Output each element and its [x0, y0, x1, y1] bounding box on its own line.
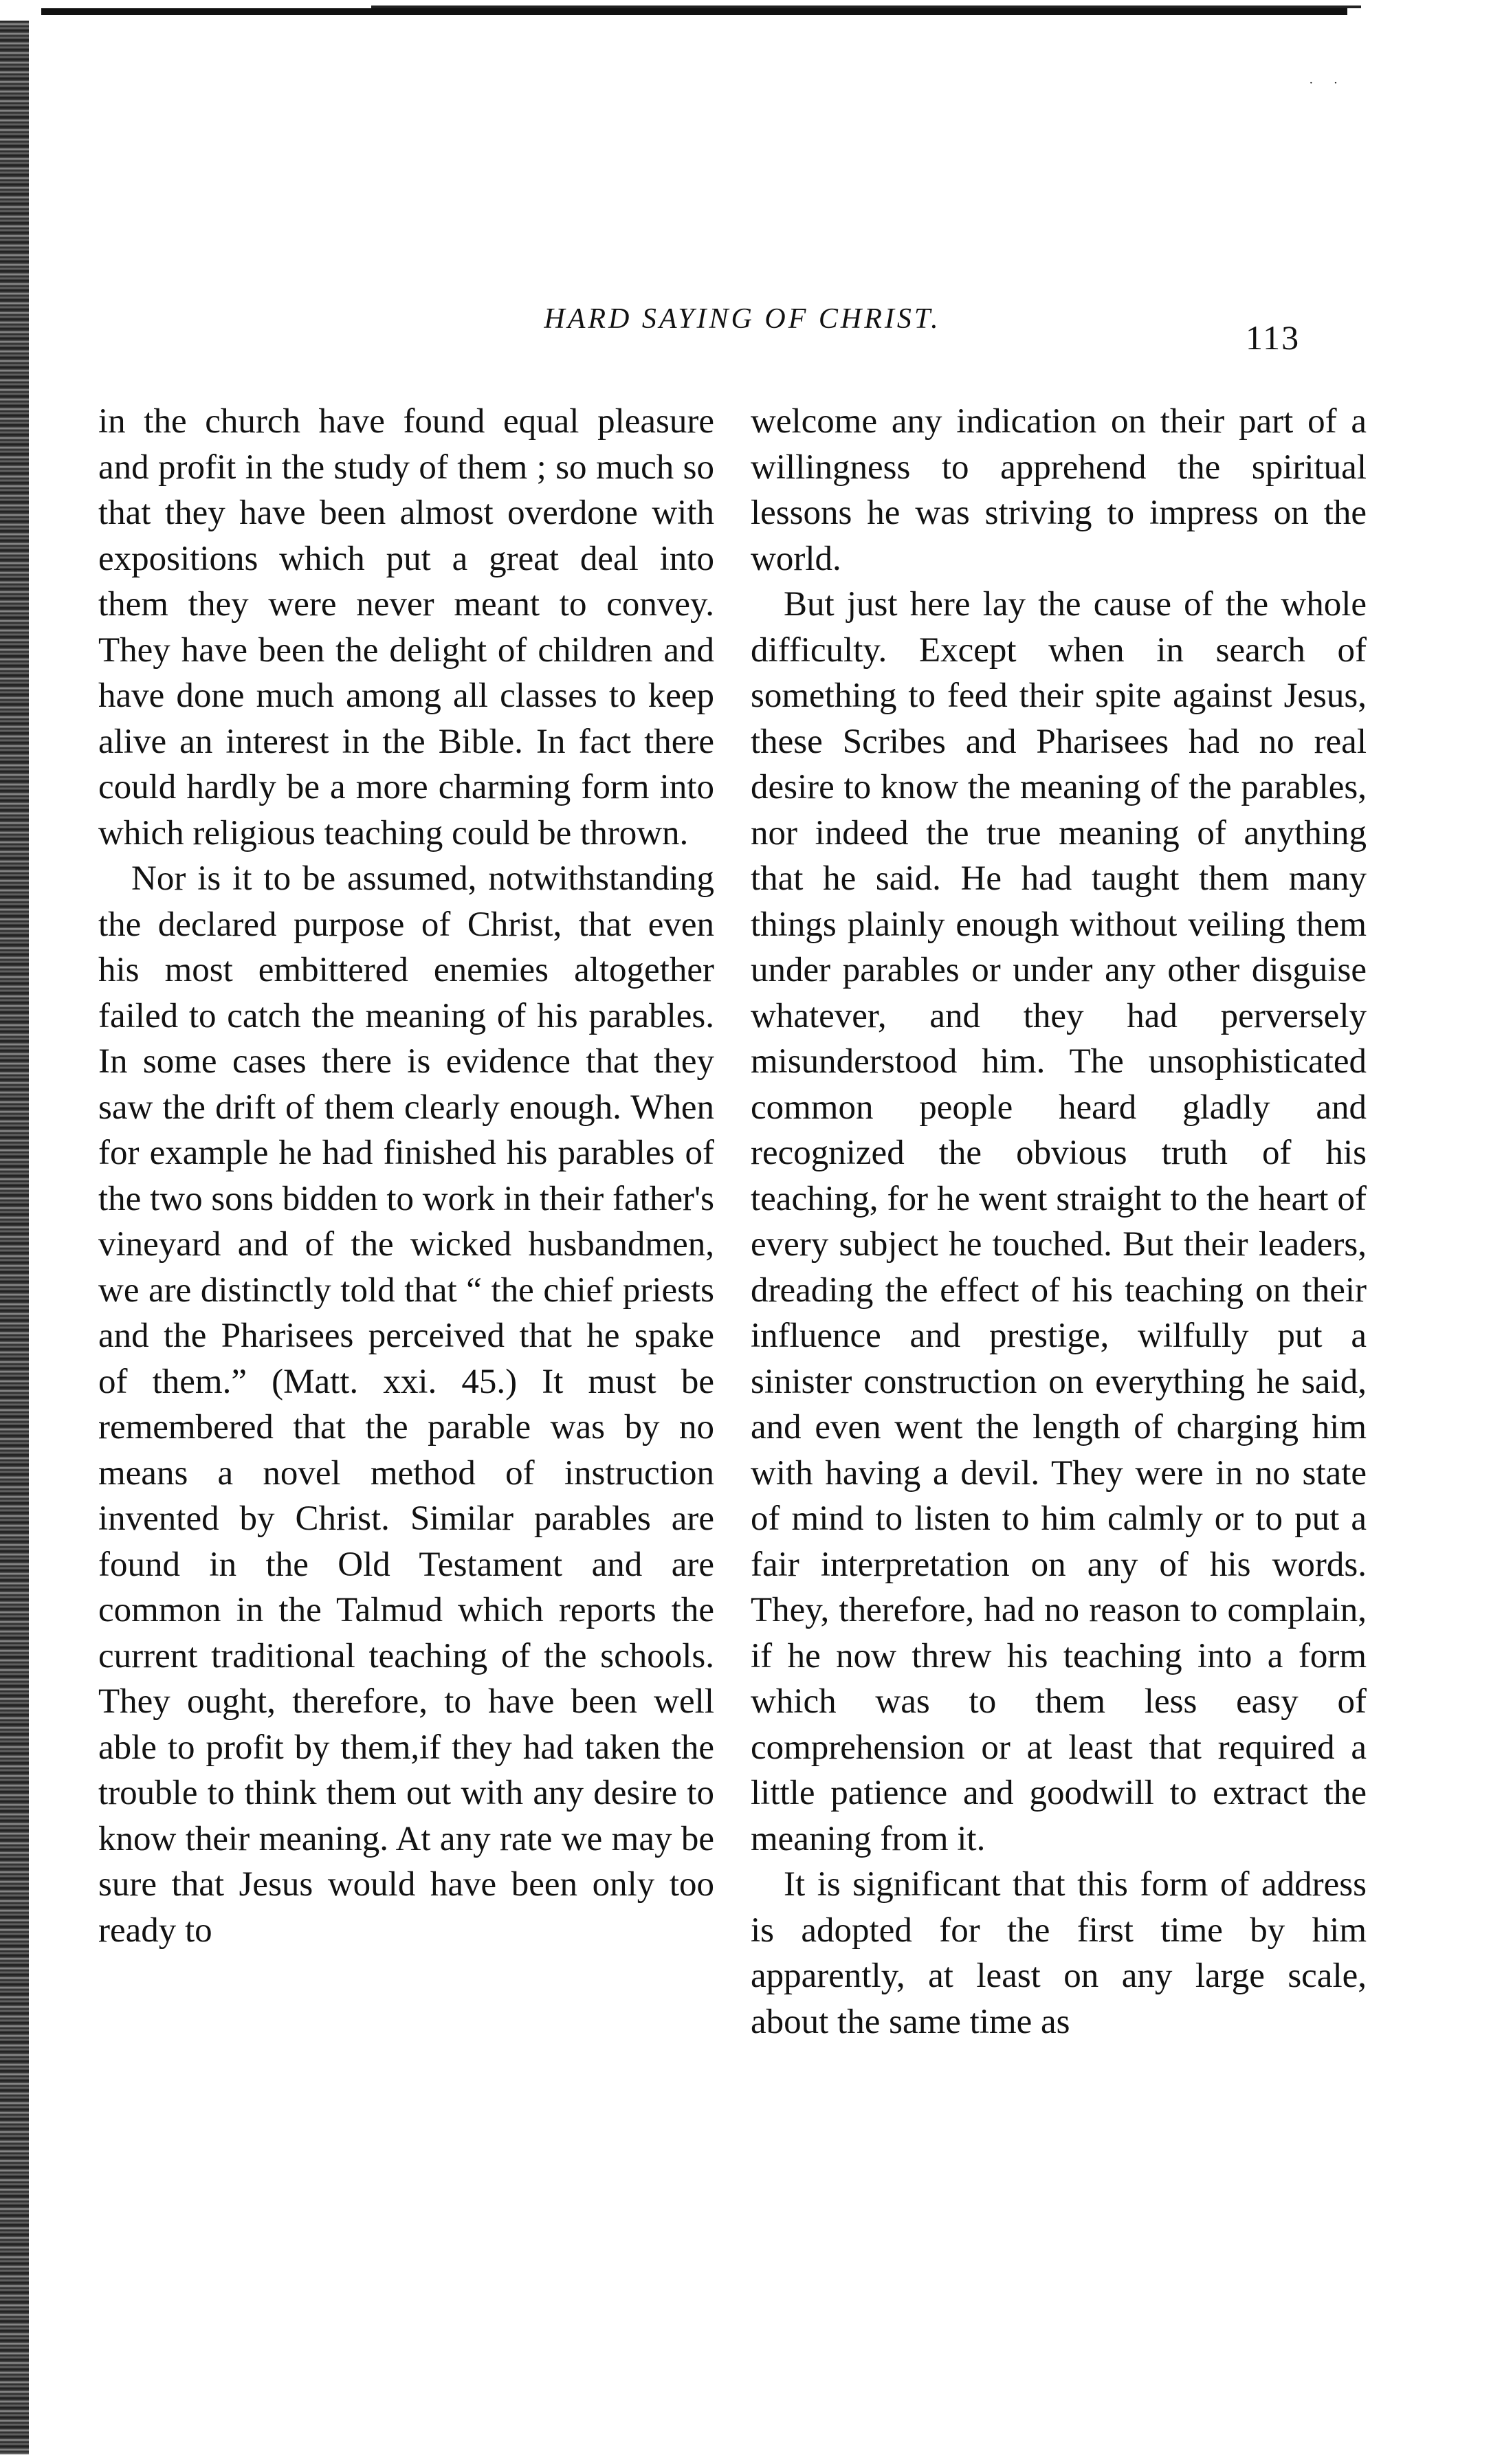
left-column — [98, 399, 714, 1953]
right-paragraph-2: But just here lay the cause of the whole difficulty. Except when in search of something to feed their spite against Jesus, these Scribes and Pharisees had no real desire to know the meaning of the parables, nor indeed the true meaning of anything that he said. He had taught them many things plainly enough without veiling them under parables or under any other disguise whatever, and they had perversely misunderstood him. The unsophisticated common people heard gladly and recognized the obvious truth of his teaching, for he went straight to the heart of every subject he touched. But their leaders, dreading the effect of his teaching on their influence and prestige, wilfully put a sinister construction on everything he said, and even went the length of charging him with having a devil. They were in no state of mind to listen to him calmly or to put a fair interpretation on any of his words. They, therefore, had no reason to complain, if he now threw his teaching into a form which was to them less easy of comprehension or at least that required a little patience and goodwill to extract the meaning from it. — [751, 585, 1367, 1858]
running-head: HARD SAYING OF CHRIST. — [544, 303, 941, 335]
right-paragraph-3: It is significant that this form of address is adopted for the first time by him apparently, at least on any large scale, about the same time as — [751, 1865, 1367, 2041]
right-paragraph-1: welcome any indication on their part of a willingness to apprehend the spiritual lessons he was striving to impress on the world. — [751, 402, 1367, 578]
left-paragraph-1: in the church have found equal pleasure and profit in the study of them ; so much so that they have been almost overdone with expositions which put a great deal into them they were never meant to convey. They have been the delight of children and have done much among all classes to keep alive an interest in the Bible. In fact there could hardly be a more charming form into which religious teaching could be thrown. — [98, 402, 714, 852]
scan-specks: · · — [1309, 76, 1347, 91]
right-column — [751, 399, 1367, 2045]
page-number: 113 — [1246, 318, 1301, 357]
left-paragraph-2: Nor is it to be assumed, notwithstanding the declared purpose of Christ, that even his most embittered enemies altogether failed to catch the meaning of his parables. In some cases there is evidence that they saw the drift of them clearly enough. When for example he had finished his parables of the two sons bidden to work in their father's vineyard and of the wicked husbandmen, we are distinctly told that “ the chief priests and the Pharisees perceived that he spake of them.” (Matt. xxi. 45.) It must be remembered that the parable was by no means a novel method of instruction invented by Christ. Similar parables are found in the Old Testament and are common in the Talmud which reports the current traditional teaching of the schools. They ought, therefore, to have been well able to profit by them,if they had taken the trouble to think them out with any desire to know their meaning. At any rate we may be sure that Jesus would have been only too ready to — [98, 859, 714, 1950]
top-rule — [41, 8, 1347, 15]
binding-edge — [0, 21, 29, 2454]
